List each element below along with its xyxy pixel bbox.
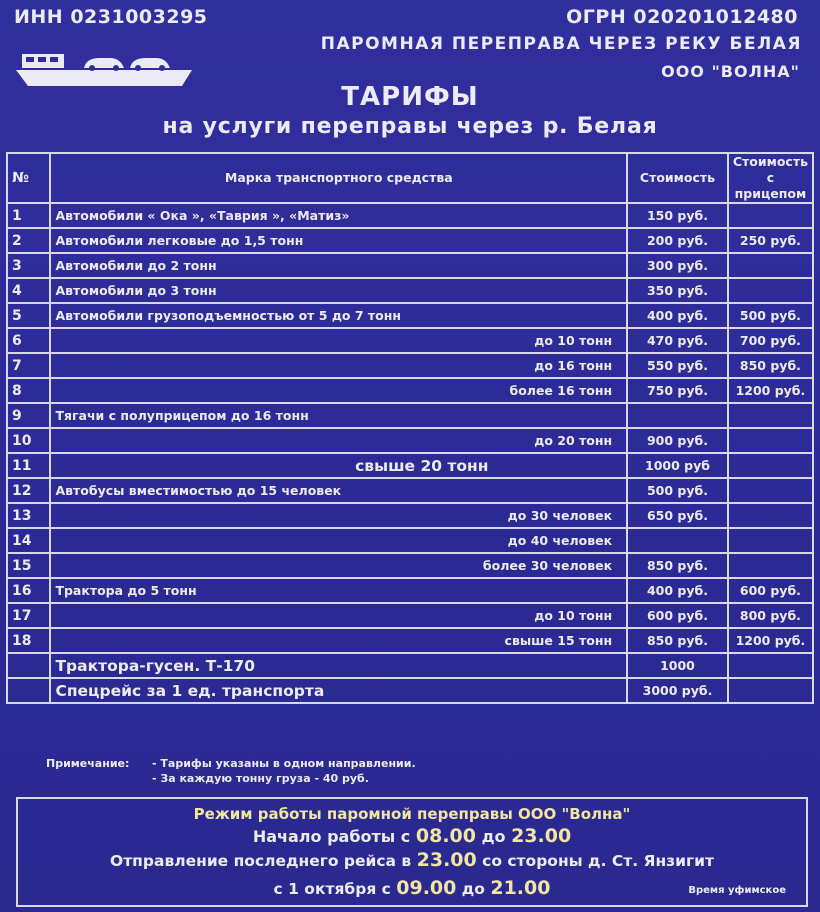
trailer-price-cell: 600 руб. (728, 578, 813, 603)
last-prefix: Отправление последнего рейса в (110, 852, 412, 870)
table-header-row (7, 153, 813, 203)
table-row (7, 203, 813, 228)
price-cell: 1000 (627, 653, 728, 678)
table-row (7, 578, 813, 603)
ogrn-number: ОГРН 020201012480 (566, 6, 798, 28)
table-row (7, 303, 813, 328)
row-number: 13 (7, 503, 50, 528)
note-line-1: - Тарифы указаны в одном направлении. (152, 757, 416, 770)
schedule-title: Режим работы паромной переправы ООО "Волна" (193, 805, 631, 823)
vehicle-description: Тягачи с полуприцепом до 16 тонн (50, 403, 627, 428)
schedule-last-departure (18, 849, 806, 871)
table-body (7, 203, 813, 703)
row-number: 5 (7, 303, 50, 328)
price-cell: 400 руб. (627, 578, 728, 603)
trailer-price-cell (728, 428, 813, 453)
table-row (7, 628, 813, 653)
start-from-time: 08.00 (415, 825, 476, 847)
price-cell: 550 руб. (627, 353, 728, 378)
start-prefix: Начало работы с (252, 827, 411, 846)
vehicle-description: Автомобили до 3 тонн (50, 278, 627, 303)
table-row (7, 353, 813, 378)
price-cell: 1000 руб (627, 453, 728, 478)
row-number: 9 (7, 403, 50, 428)
timezone-note: Время уфимское (688, 885, 786, 896)
note-line-2: - За каждую тонну груза - 40 руб. (152, 772, 369, 785)
vehicle-description: до 10 тонн (50, 328, 627, 353)
price-cell: 150 руб. (627, 203, 728, 228)
price-cell: 600 руб. (627, 603, 728, 628)
trailer-price-cell (728, 653, 813, 678)
notes-label: Примечание: (46, 757, 130, 770)
vehicle-description: Трактора-гусен. Т-170 (50, 653, 627, 678)
price-cell: 850 руб. (627, 628, 728, 653)
vehicle-description: до 40 человек (50, 528, 627, 553)
table-row (7, 428, 813, 453)
header-price: Стоимость (627, 153, 728, 203)
ferry-title: ПАРОМНАЯ ПЕРЕПРАВА ЧЕРЕЗ РЕКУ БЕЛАЯ (320, 34, 802, 54)
header-num: № (7, 153, 50, 203)
trailer-price-cell (728, 528, 813, 553)
row-number: 2 (7, 228, 50, 253)
trailer-price-cell: 700 руб. (728, 328, 813, 353)
table-row (7, 528, 813, 553)
last-suffix: со стороны д. Ст. Янзигит (482, 852, 714, 870)
row-number: 7 (7, 353, 50, 378)
vehicle-description: до 30 человек (50, 503, 627, 528)
price-cell: 200 руб. (627, 228, 728, 253)
price-cell: 750 руб. (627, 378, 728, 403)
header-vehicle: Марка транспортного средства (50, 153, 627, 203)
table-row (7, 503, 813, 528)
trailer-price-cell (728, 403, 813, 428)
row-number: 8 (7, 378, 50, 403)
trailer-price-cell: 800 руб. (728, 603, 813, 628)
row-number (7, 678, 50, 703)
inn-number: ИНН 0231003295 (14, 6, 208, 28)
tariff-table (6, 152, 814, 704)
vehicle-description: свыше 15 тонн (50, 628, 627, 653)
vehicle-description: Автомобили « Ока », «Таврия », «Матиз» (50, 203, 627, 228)
schedule-start (18, 825, 806, 847)
trailer-price-cell (728, 553, 813, 578)
trailer-price-cell: 250 руб. (728, 228, 813, 253)
last-time: 23.00 (416, 849, 477, 871)
price-cell (627, 403, 728, 428)
tariffs-subtitle: на услуги переправы через р. Белая (162, 114, 658, 139)
vehicle-description: до 10 тонн (50, 603, 627, 628)
table-row (7, 478, 813, 503)
price-cell: 470 руб. (627, 328, 728, 353)
price-cell (627, 528, 728, 553)
vehicle-description: более 16 тонн (50, 378, 627, 403)
row-number: 11 (7, 453, 50, 478)
row-number (7, 653, 50, 678)
row-number: 14 (7, 528, 50, 553)
trailer-price-cell (728, 453, 813, 478)
trailer-price-cell (728, 278, 813, 303)
vehicle-description: Автобусы вместимостью до 15 человек (50, 478, 627, 503)
tariffs-heading: ТАРИФЫ (341, 82, 479, 112)
row-number: 10 (7, 428, 50, 453)
vehicle-description: Автомобили до 2 тонн (50, 253, 627, 278)
price-cell: 400 руб. (627, 303, 728, 328)
table-row (7, 228, 813, 253)
oct-from-time: 09.00 (396, 877, 457, 899)
vehicle-description: Автомобили грузоподъемностью от 5 до 7 тонн (50, 303, 627, 328)
table-row (7, 378, 813, 403)
price-cell: 300 руб. (627, 253, 728, 278)
trailer-price-cell: 500 руб. (728, 303, 813, 328)
table-row (7, 453, 813, 478)
trailer-price-cell: 1200 руб. (728, 378, 813, 403)
trailer-price-cell: 1200 руб. (728, 628, 813, 653)
row-number: 16 (7, 578, 50, 603)
start-to-time: 23.00 (511, 825, 572, 847)
vehicle-description: более 30 человек (50, 553, 627, 578)
oct-to-word: до (461, 880, 485, 898)
table-row (7, 653, 813, 678)
vehicle-description: Спецрейс за 1 ед. транспорта (50, 678, 627, 703)
trailer-price-cell (728, 253, 813, 278)
price-cell: 3000 руб. (627, 678, 728, 703)
header-trailer-price: Стоимость с прицепом (728, 153, 813, 203)
start-to-word: до (481, 827, 506, 846)
table-row (7, 253, 813, 278)
trailer-price-cell (728, 203, 813, 228)
price-cell: 500 руб. (627, 478, 728, 503)
trailer-price-cell (728, 678, 813, 703)
oct-prefix: с 1 октября с (273, 880, 391, 898)
row-number: 18 (7, 628, 50, 653)
row-number: 12 (7, 478, 50, 503)
price-cell: 900 руб. (627, 428, 728, 453)
row-number: 6 (7, 328, 50, 353)
table-row (7, 553, 813, 578)
table-row (7, 278, 813, 303)
oct-to-time: 21.00 (490, 877, 551, 899)
vehicle-description: Трактора до 5 тонн (50, 578, 627, 603)
row-number: 4 (7, 278, 50, 303)
price-cell: 350 руб. (627, 278, 728, 303)
table-row (7, 678, 813, 703)
vehicle-description: свыше 20 тонн (50, 453, 627, 478)
table-row (7, 328, 813, 353)
price-cell: 650 руб. (627, 503, 728, 528)
schedule-box (16, 797, 808, 907)
row-number: 17 (7, 603, 50, 628)
row-number: 3 (7, 253, 50, 278)
price-cell: 850 руб. (627, 553, 728, 578)
vehicle-description: Автомобили легковые до 1,5 тонн (50, 228, 627, 253)
trailer-price-cell (728, 478, 813, 503)
notes (46, 756, 416, 786)
trailer-price-cell (728, 503, 813, 528)
vehicle-description: до 16 тонн (50, 353, 627, 378)
vehicle-description: до 20 тонн (50, 428, 627, 453)
table-row (7, 603, 813, 628)
company-name: ООО "ВОЛНА" (661, 62, 800, 81)
row-number: 15 (7, 553, 50, 578)
table-row (7, 403, 813, 428)
row-number: 1 (7, 203, 50, 228)
trailer-price-cell: 850 руб. (728, 353, 813, 378)
